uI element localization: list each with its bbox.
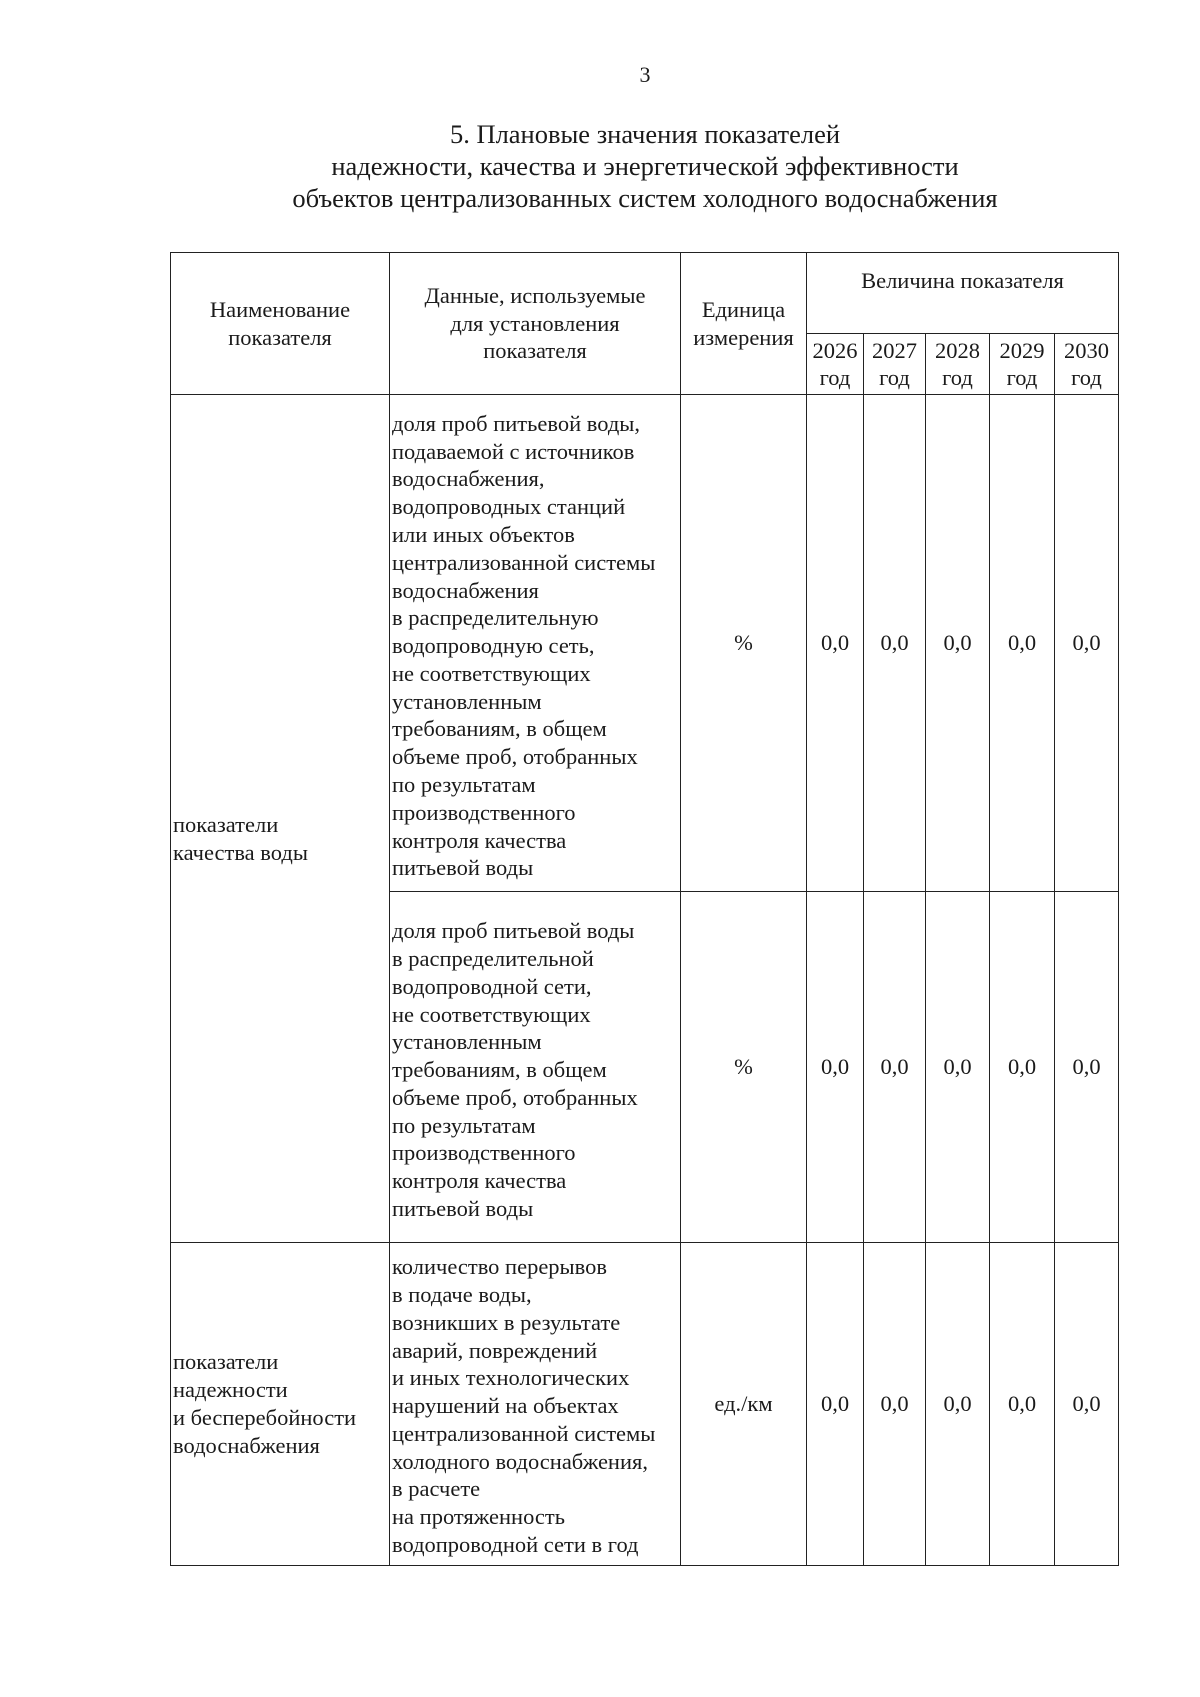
value-cell-2029: 0,0 <box>990 395 1055 892</box>
value-cell-2028: 0,0 <box>926 892 990 1243</box>
page-number: 3 <box>639 62 651 87</box>
value-cell-2028: 0,0 <box>926 395 990 892</box>
indicator-name-line: водоснабжения <box>173 1432 320 1458</box>
table-row <box>171 1243 1119 1566</box>
header-year-2029: 2029 год <box>990 334 1055 395</box>
header-source-data: Данные, используемые для установления показателя <box>390 253 681 395</box>
indicator-name-cell <box>171 395 390 1243</box>
header-indicator-name: Наименование показателя <box>171 253 390 395</box>
unit-cell: % <box>681 395 807 892</box>
source-data-cell: доля проб питьевой воды, подаваемой с источников водоснабжения, водопроводных станций или иных объектов централизованной системы водоснабжения в распределительную водопроводную сеть, не соответствующих установленным требованиям, в общем объеме проб, отобранных по результатам производственного контроля качества питьевой воды <box>390 395 681 892</box>
indicator-name-cell <box>171 1243 390 1566</box>
document-title <box>0 118 1200 214</box>
header-year-2026: 2026 год <box>807 334 864 395</box>
indicators-table <box>170 252 1119 1566</box>
indicator-name-line: качества воды <box>173 839 308 865</box>
value-cell-2029: 0,0 <box>990 1243 1055 1566</box>
title-line: объектов централизованных систем холодного водоснабжения <box>292 183 998 213</box>
value-cell-2027: 0,0 <box>864 395 926 892</box>
indicator-name-line: надежности <box>173 1377 288 1403</box>
header-year-2030: 2030 год <box>1055 334 1119 395</box>
indicator-name-line: показатели <box>173 1349 279 1375</box>
unit-cell: ед./км <box>681 1243 807 1566</box>
header-value-group: Величина показателя <box>807 253 1119 334</box>
title-line: надежности, качества и энергетической эффективности <box>331 151 959 181</box>
value-cell-2027: 0,0 <box>864 1243 926 1566</box>
value-cell-2030: 0,0 <box>1055 395 1119 892</box>
value-cell-2026: 0,0 <box>807 892 864 1243</box>
value-cell-2028: 0,0 <box>926 1243 990 1566</box>
indicator-name-line: и бесперебойности <box>173 1405 357 1430</box>
value-cell-2029: 0,0 <box>990 892 1055 1243</box>
indicator-name-line: показатели <box>173 811 279 837</box>
title-line: 5. Плановые значения показателей <box>449 119 841 149</box>
value-cell-2026: 0,0 <box>807 1243 864 1566</box>
header-year-2027: 2027 год <box>864 334 926 395</box>
header-year-2028: 2028 год <box>926 334 990 395</box>
value-cell-2027: 0,0 <box>864 892 926 1243</box>
source-data-cell: количество перерывов в подаче воды, возникших в результате аварий, повреждений и иных технологических нарушений на объектах централизованной системы холодного водоснабжения, в расчете на протяженность водопроводной сети в год <box>390 1243 681 1566</box>
value-cell-2030: 0,0 <box>1055 892 1119 1243</box>
table-row <box>171 395 1119 892</box>
header-unit: Единица измерения <box>681 253 807 395</box>
unit-cell: % <box>681 892 807 1243</box>
source-data-cell: доля проб питьевой воды в распределительной водопроводной сети, не соответствующих установленным требованиям, в общем объеме проб, отобранных по результатам производственного контроля качества питьевой воды <box>390 892 681 1243</box>
value-cell-2030: 0,0 <box>1055 1243 1119 1566</box>
header-row <box>171 253 1119 334</box>
value-cell-2026: 0,0 <box>807 395 864 892</box>
